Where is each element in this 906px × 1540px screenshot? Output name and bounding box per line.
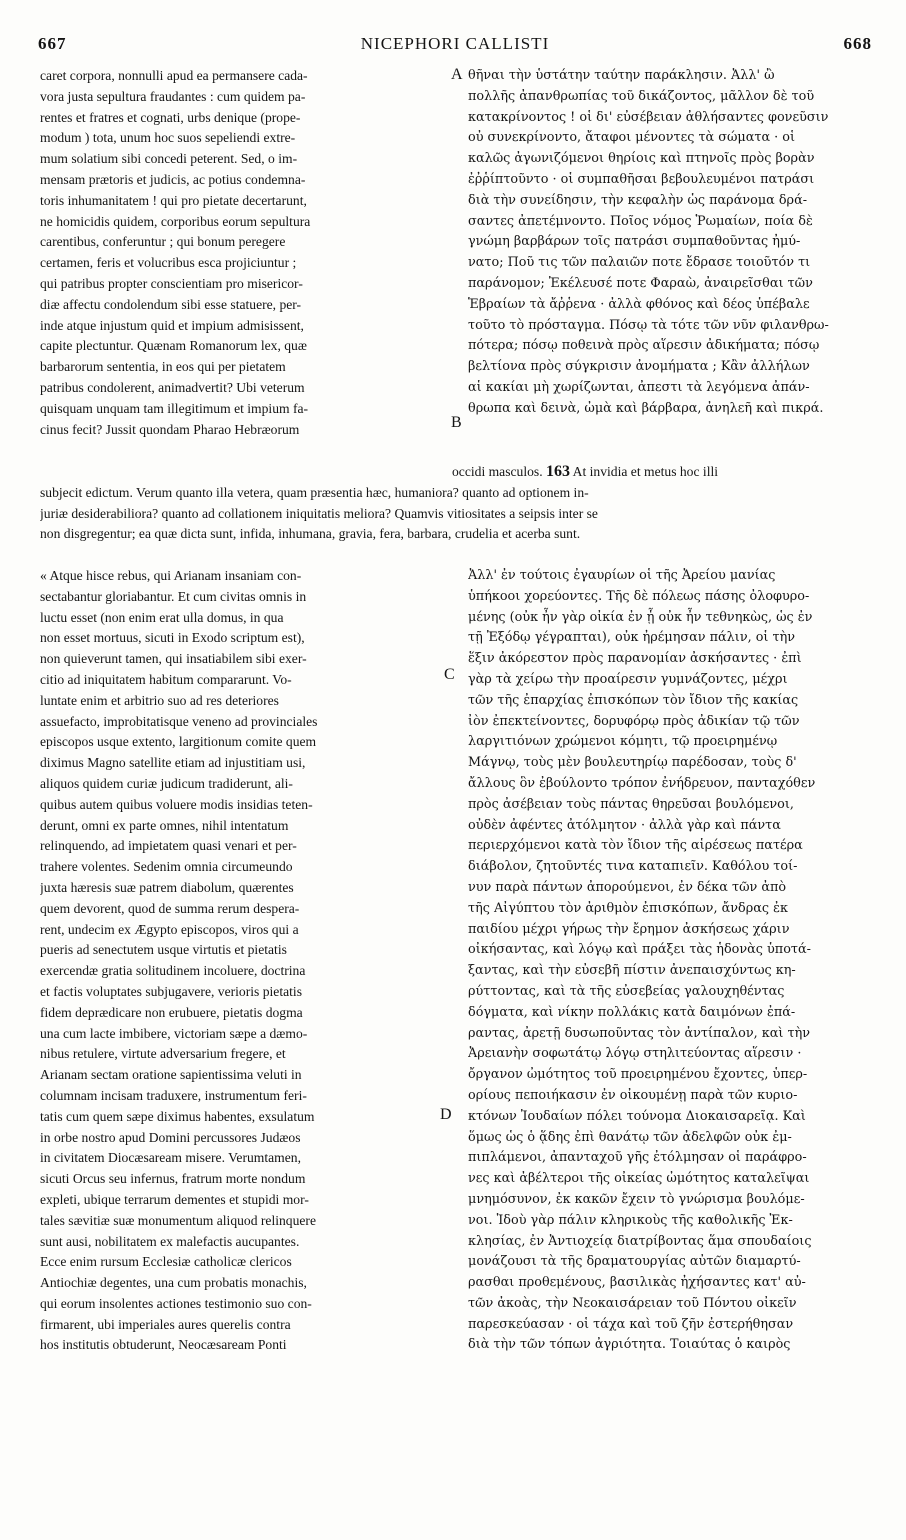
text-line: θρωπα καὶ δεινὰ, ὠμὰ καὶ βάρβαρα, ἀνηλεῆ καὶ πικρά. xyxy=(468,400,824,416)
text-line: trahere volentes. Sedenim omnia circumeundo xyxy=(40,859,293,875)
text-line: tales sævitiæ suæ monumentum aliquod relinquere xyxy=(40,1212,316,1228)
text-line: columnam incisam traduxere, instrumentum feri- xyxy=(40,1087,307,1103)
text-line: inde atque injustum quid et impium admisissent, xyxy=(40,317,304,333)
latin-column-top xyxy=(40,66,448,462)
text-line: μονάζουσι τὰ τῆς δραματουργίας αὐτῶν διαμαρτύ- xyxy=(468,1254,801,1270)
text-line: Antiochiæ degentes, una cum probatis monachis, xyxy=(40,1275,307,1291)
text-line: aliquos quidem curiæ judicum tradiderunt, ali- xyxy=(40,775,293,791)
text-line: πιπλάμενοι, ἀπανταχοῦ γῆς ἐτόλμησαν οἱ παράφρο- xyxy=(468,1150,807,1166)
text-line: νυν παρὰ πάντων ἀπορούμενοι, ἐν δέκα τῶν ἀπὸ xyxy=(468,879,787,895)
text-line: τοῦτο τὸ πρόσταγμα. Πόσῳ τὰ τότε τῶν νῦν φιλανθρω- xyxy=(468,317,829,333)
text-line: κτόνων Ἰουδαίων πόλει τούνομα Διοκαισαρεῖᾳ. Καὶ xyxy=(468,1108,806,1124)
text-line: non quieverunt tamen, qui insatiabilem sibi exer- xyxy=(40,651,307,667)
text-line: juxta hæresis suæ patrem diabolum, quærentes xyxy=(40,879,294,895)
full-width-latin-paragraph xyxy=(40,462,882,566)
text-line: nibus retulere, virtute adversarium fregere, et xyxy=(40,1046,286,1062)
text-line: ne homicidis quidem, corporibus eorum sepultura xyxy=(40,213,311,229)
text-line: modum ) tota, unum hoc suos sepeliendi extre- xyxy=(40,130,296,146)
text-line: πότερα; πόσῳ ποθεινὰ πρὸς αἵρεσιν ἀδικήματα; πόσῳ xyxy=(468,338,820,354)
text-line: μένης (οὐκ ἦν γὰρ οἰκία ἐν ᾗ οὐκ ἦν τεθνηκὼς, ὡς ἐν xyxy=(468,609,813,625)
text-line: ὑπήκοοι χορεύοντες. Τῆς δὲ πόλεως πάσης ὀλοφυρο- xyxy=(468,588,810,604)
text-line: Μάγνῳ, τοὺς μὲν βουλευτηρίῳ παρέδοσαν, τοὺς δ' xyxy=(468,755,797,771)
text-line: οὐδὲν ἀφέντες ἀτόλμητον · ἀλλὰ γὰρ καὶ πάντα xyxy=(468,817,781,833)
text-line: καλῶς ἀγωνιζόμενοι θηρίοις καὶ πτηνοῖς πρὸς βορὰν xyxy=(468,151,815,167)
text-line: Arianam sectam oratione sapientissima veluti in xyxy=(40,1067,302,1083)
text-line: γνώμη βαρβάρων τοῖς πατράσι συμπαθοῦντας ἠμύ- xyxy=(468,234,801,250)
text-line: sunt ausi, nobilitatem ex malefactis aucupantes. xyxy=(40,1233,300,1249)
text-line: qui patribus propter conscientiam pro misericor- xyxy=(40,275,303,291)
text-line: rent, undecim ex Ægypto episcopos, viros qui a xyxy=(40,921,299,937)
full-line-text-end: At invidia et metus hoc illi xyxy=(570,464,719,479)
text-line: τῆς Αἰγύπτου τὸν ἀριθμὸν ἐπισκόπων, ἄνδρας ἐκ xyxy=(468,900,788,916)
text-line: δόγματα, καὶ νίκην πολλάκις κατὰ δαιμόνων ἐπά- xyxy=(468,1004,796,1020)
text-line: carentibus, conferuntur ; qui bonum peregere xyxy=(40,234,286,250)
left-page-number: 667 xyxy=(38,34,67,53)
text-line: Ecce enim rursum Ecclesiæ catholicæ clericos xyxy=(40,1254,292,1270)
text-line: una cum lacte imbibere, victoriam sæpe a dæmo- xyxy=(40,1025,308,1041)
text-line: assuefacto, improbitatisque veneno ad provinciales xyxy=(40,713,318,729)
text-line: αἱ κακίαι μὴ χωρίζωνται, ἀπεστι τὰ λεγόμενα ἀπάν- xyxy=(468,379,810,395)
text-line: τῇ Ἐξόδῳ γέγραπται), οὐκ ἠρέμησαν πάλιν, οἱ τὴν xyxy=(468,630,796,646)
text-line: capite plectuntur. Quænam Romanorum lex, quæ xyxy=(40,338,307,354)
text-line: ἐῤῥίπτοῦντο · οἱ συμπαθῆσαι βεβουλευμένοι πατράσι xyxy=(468,171,815,187)
running-title: NICEPHORI CALLISTI xyxy=(360,34,550,53)
section-marker-c: C xyxy=(444,666,455,683)
text-line: citio ad iniquitatem habitum compararunt. Vo- xyxy=(40,671,292,687)
text-line: βελτίονα πρὸς σύγκρισιν ἀνομήματα ; Κἂν ἀλλήλων xyxy=(468,359,810,375)
text-line: relinquendo, ad impietatem quasi venari et per- xyxy=(40,838,297,854)
text-line: barbarorum sententia, in eos qui per pietatem xyxy=(40,359,286,375)
text-line: quibus autem quibus voluere modis insidias teten- xyxy=(40,796,313,812)
text-line: sicuti Orcus seu infernus, fratrum morte nondum xyxy=(40,1171,306,1187)
text-line: κλησίας, ἐν Ἀντιοχείᾳ διατρίβοντας ἅμα σπουδαίοις xyxy=(468,1233,812,1249)
greek-column-top xyxy=(468,66,882,462)
text-line: παιδίου μέχρι γήρως τὴν ἔρημον ἀσκήσεως χάριν xyxy=(468,921,790,937)
text-line: νοι. Ἰδοὺ γὰρ πάλιν κληρικοὺς τῆς καθολικῆς Ἐκ- xyxy=(468,1212,793,1228)
text-line: θῆναι τὴν ὑστάτην ταύτην παράκλησιν. Ἀλλ' ὢ xyxy=(468,68,775,83)
full-line: non disgregentur; ea quæ dicta sunt, infida, inhumana, gravia, fera, barbara, crudelia et acerba sunt. xyxy=(40,526,581,542)
text-line: mensam prætoris et judicis, ac potius condemna- xyxy=(40,171,306,187)
text-line: sectabantur gloriabantur. Et cum civitas omnis in xyxy=(40,588,307,604)
text-line: non esset mortuus, sicuti in Exodo scriptum est), xyxy=(40,630,305,646)
text-line: Ἀρειανὴν σοφωτάτῳ λόγῳ στηλιτεύοντας αἵρεσιν · xyxy=(468,1046,802,1062)
text-line: μνημόσυνον, ἐκ κακῶν ἔχειν τὸ γνώρισμα βουλόμε- xyxy=(468,1191,805,1207)
text-line: cinus fecit? Jussit quondam Pharao Hebræorum xyxy=(40,421,300,437)
text-line: toris inhumanitatem ! qui pro pietate decertarunt, xyxy=(40,192,307,208)
text-line: in orbe nostro apud Domini percussores Judæos xyxy=(40,1129,301,1145)
text-line: τῶν τῆς ἐπαρχίας ἐπισκόπων τὸν ἴδιον τῆς κακίας xyxy=(468,692,799,708)
text-line: Ἑβραίων τὰ ἄῤῥενα · ἀλλὰ φθόνος καὶ δέος ὑπέβαλε xyxy=(468,296,810,312)
text-line: νες καὶ ἀβέλτεροι τῆς οἰκείας ὠμότητος καταλεῖψαι xyxy=(468,1171,810,1187)
text-line: ἰὸν ἐπεκτείνοντες, δορυφόρῳ πρὸς ἀδικίαν τῷ τῶν xyxy=(468,713,800,729)
section-marker-a: A xyxy=(451,66,463,83)
text-line: qui eorum insolentes actiones testimonio suo con- xyxy=(40,1295,312,1311)
text-line: πολλῆς ἀπανθρωπίας τοῦ δικάζοντος, μᾶλλον δὲ τοῦ xyxy=(468,88,815,104)
text-line: in civitatem Diocæsaream misere. Verumtamen, xyxy=(40,1150,301,1166)
text-line: τῶν ἀκοὰς, τὴν Νεοκαισάρειαν τοῦ Πόντου οἰκεῖν xyxy=(468,1295,797,1311)
text-line: ὅμως ὡς ὁ ᾅδης ἐπὶ θανάτῳ τῶν ἀδελφῶν οὐκ ἐμ- xyxy=(468,1129,792,1145)
text-line: diæ affectu condolendum sibi esse statuere, per- xyxy=(40,296,302,312)
right-page-number: 668 xyxy=(843,34,872,53)
text-line: derunt, omni ex parte omnes, nihil intentatum xyxy=(40,817,289,833)
text-line: « Atque hisce rebus, qui Arianam insaniam con- xyxy=(40,568,302,583)
text-line: exercendæ gratia solitudinem incoluere, doctrina xyxy=(40,963,306,979)
full-line-text-start: occidi masculos. xyxy=(452,464,547,479)
text-line: νατο; Ποῦ τις τῶν παλαιῶν ποτε ἔδρασε τοιοῦτόν τι xyxy=(468,255,811,271)
section-marker-d: D xyxy=(440,1106,452,1123)
section-marker-b: B xyxy=(451,414,462,431)
text-line: ὄργανον ὠμότητος τοῦ προειρημένου ἔχοντες, ὑπερ- xyxy=(468,1067,808,1083)
text-line: διὰ τὴν συνείδησιν, τὴν κεφαλὴν ὡς παράνομα δρά- xyxy=(468,192,808,208)
text-line: vora justa sepultura fraudantes : cum quidem pa- xyxy=(40,88,306,104)
text-line: πρὸς ἀσέβειαν τοὺς πάντας θηρεῦσαι βουλόμενοι, xyxy=(468,796,794,812)
text-line: luctu esset (non enim erat ulla domus, in qua xyxy=(40,609,284,625)
text-line: hos institutis obtuderunt, Neocæsaream Ponti xyxy=(40,1337,287,1353)
full-line-first xyxy=(40,462,882,483)
text-line: ἕξιν ἀκόρεστον πρὸς παρανομίαν ἀσκήσαντες · ἐπὶ xyxy=(468,651,802,667)
text-line: κατακρίνοντος ! οἱ δι' εὐσέβειαν ἀθλήσαντες φονεῦσιν xyxy=(468,109,829,125)
chapter-number: 163 xyxy=(546,463,571,480)
text-line: λαργιτιόνων χρώμενοι κόμητι, τῷ προειρημένῳ xyxy=(468,734,778,750)
text-line: παράνομον; Ἐκέλευσέ ποτε Φαραὼ, ἀναιρεῖσθαι τῶν xyxy=(468,275,813,291)
text-line: caret corpora, nonnulli apud ea permansere cada- xyxy=(40,68,308,83)
text-line: quem devorent, quod de summa rerum despera- xyxy=(40,900,300,916)
text-line: episcopos usque extento, largitionum comite quem xyxy=(40,734,317,750)
text-line: διάβολον, ζητοῦντές τινα καταπιεῖν. Καθόλου τοί- xyxy=(468,859,798,875)
text-line: διὰ τὴν τῶν τόπων ἀγριότητα. Τοιαύτας ὁ καιρὸς xyxy=(468,1337,791,1353)
greek-column-bottom xyxy=(468,566,882,1454)
text-line: ρασθαι προθεμένους, βασιλικὰς ἠχήσαντες κατ' αὐ- xyxy=(468,1275,806,1291)
text-line: expleti, ubique terrarum dementes et stupidi mor- xyxy=(40,1191,309,1207)
text-line: fidem deprædicare non erubuere, pietatis dogma xyxy=(40,1004,303,1020)
text-line: luntate enim et arbitrio suo ad res deteriores xyxy=(40,692,279,708)
text-line: ἄλλους ὃν ἐβούλοντο τρόπον ἐνήδρευον, πανταχόθεν xyxy=(468,775,816,791)
full-line: subjecit edictum. Verum quanto illa vetera, quam præsentia hæc, humaniora? quanto ad optionem in- xyxy=(40,484,589,500)
text-line: παρεσκεύασαν · οἱ τάχα καὶ τοῦ ζῆν ἐστερήθησαν xyxy=(468,1316,794,1332)
text-line: γὰρ τὰ χείρω τὴν προαίρεσιν γυμνάζοντες, μέχρι xyxy=(468,671,788,687)
latin-column-bottom xyxy=(40,566,448,1454)
text-line: patribus condolerent, animadvertit? Ubi veterum xyxy=(40,379,305,395)
text-line: ξαντας, καὶ τὴν εὐσεβῆ πίστιν ἀνεπαισχύντως κη- xyxy=(468,963,796,979)
text-line: οἰκήσαντας, καὶ λόγῳ καὶ πράξει τὰς ἡδονὰς ὑποτά- xyxy=(468,942,811,958)
text-line: certamen, feris et volucribus esca projiciuntur ; xyxy=(40,255,297,271)
full-line: juriæ desiderabiliora? quanto ad collationem iniquitatis meliora? Quamvis vitiositates a seipsis inter se xyxy=(40,505,598,521)
text-line: Ἀλλ' ἐν τούτοις ἐγαυρίων οἱ τῆς Ἀρείου μανίας xyxy=(468,568,776,583)
text-line: et factis voluptates subjugavere, verioris pietatis xyxy=(40,983,302,999)
text-line: οὐ συνεκρίνοντο, ἄταφοι μένοντες τὰ σώματα · οἱ xyxy=(468,130,796,146)
text-line: pueris ad senectutem usque virtutis et pietatis xyxy=(40,942,287,958)
text-line: firmarent, ubi imperiales aures querelis contra xyxy=(40,1316,291,1332)
text-line: σαντες ἀπετέμνοντο. Ποῖος νόμος Ῥωμαίων, ποία δὲ xyxy=(468,213,813,229)
text-line: tatis cum quem sæpe diximus habentes, exsulatum xyxy=(40,1108,315,1124)
text-line: περιερχόμενοι κατὰ τὸν ἴδιον τῆς αἱρέσεως πατέρα xyxy=(468,838,803,854)
text-line: ραντας, ἀρετῇ δυσωποῦντας τὸν ἀντίπαλον, καὶ τὴν xyxy=(468,1025,811,1041)
text-line: rentes et fratres et cognati, urbs denique (prope- xyxy=(40,109,301,125)
page-header xyxy=(38,34,872,58)
text-line: ορίους πεποιήκασιν ἐν οἰκουμένῃ παρὰ τῶν κυριο- xyxy=(468,1087,798,1103)
text-line: quisquam unquam tam illegitimum et impium fa- xyxy=(40,400,309,416)
text-line: mum solatium sibi concedi peterent. Sed, o im- xyxy=(40,151,298,167)
text-line: ρύττοντας, καὶ τὰ τῆς εὐσεβείας γαλουχηθέντας xyxy=(468,983,785,999)
text-line: diximus Magno satellite etiam ad injustitiam usi, xyxy=(40,755,306,771)
